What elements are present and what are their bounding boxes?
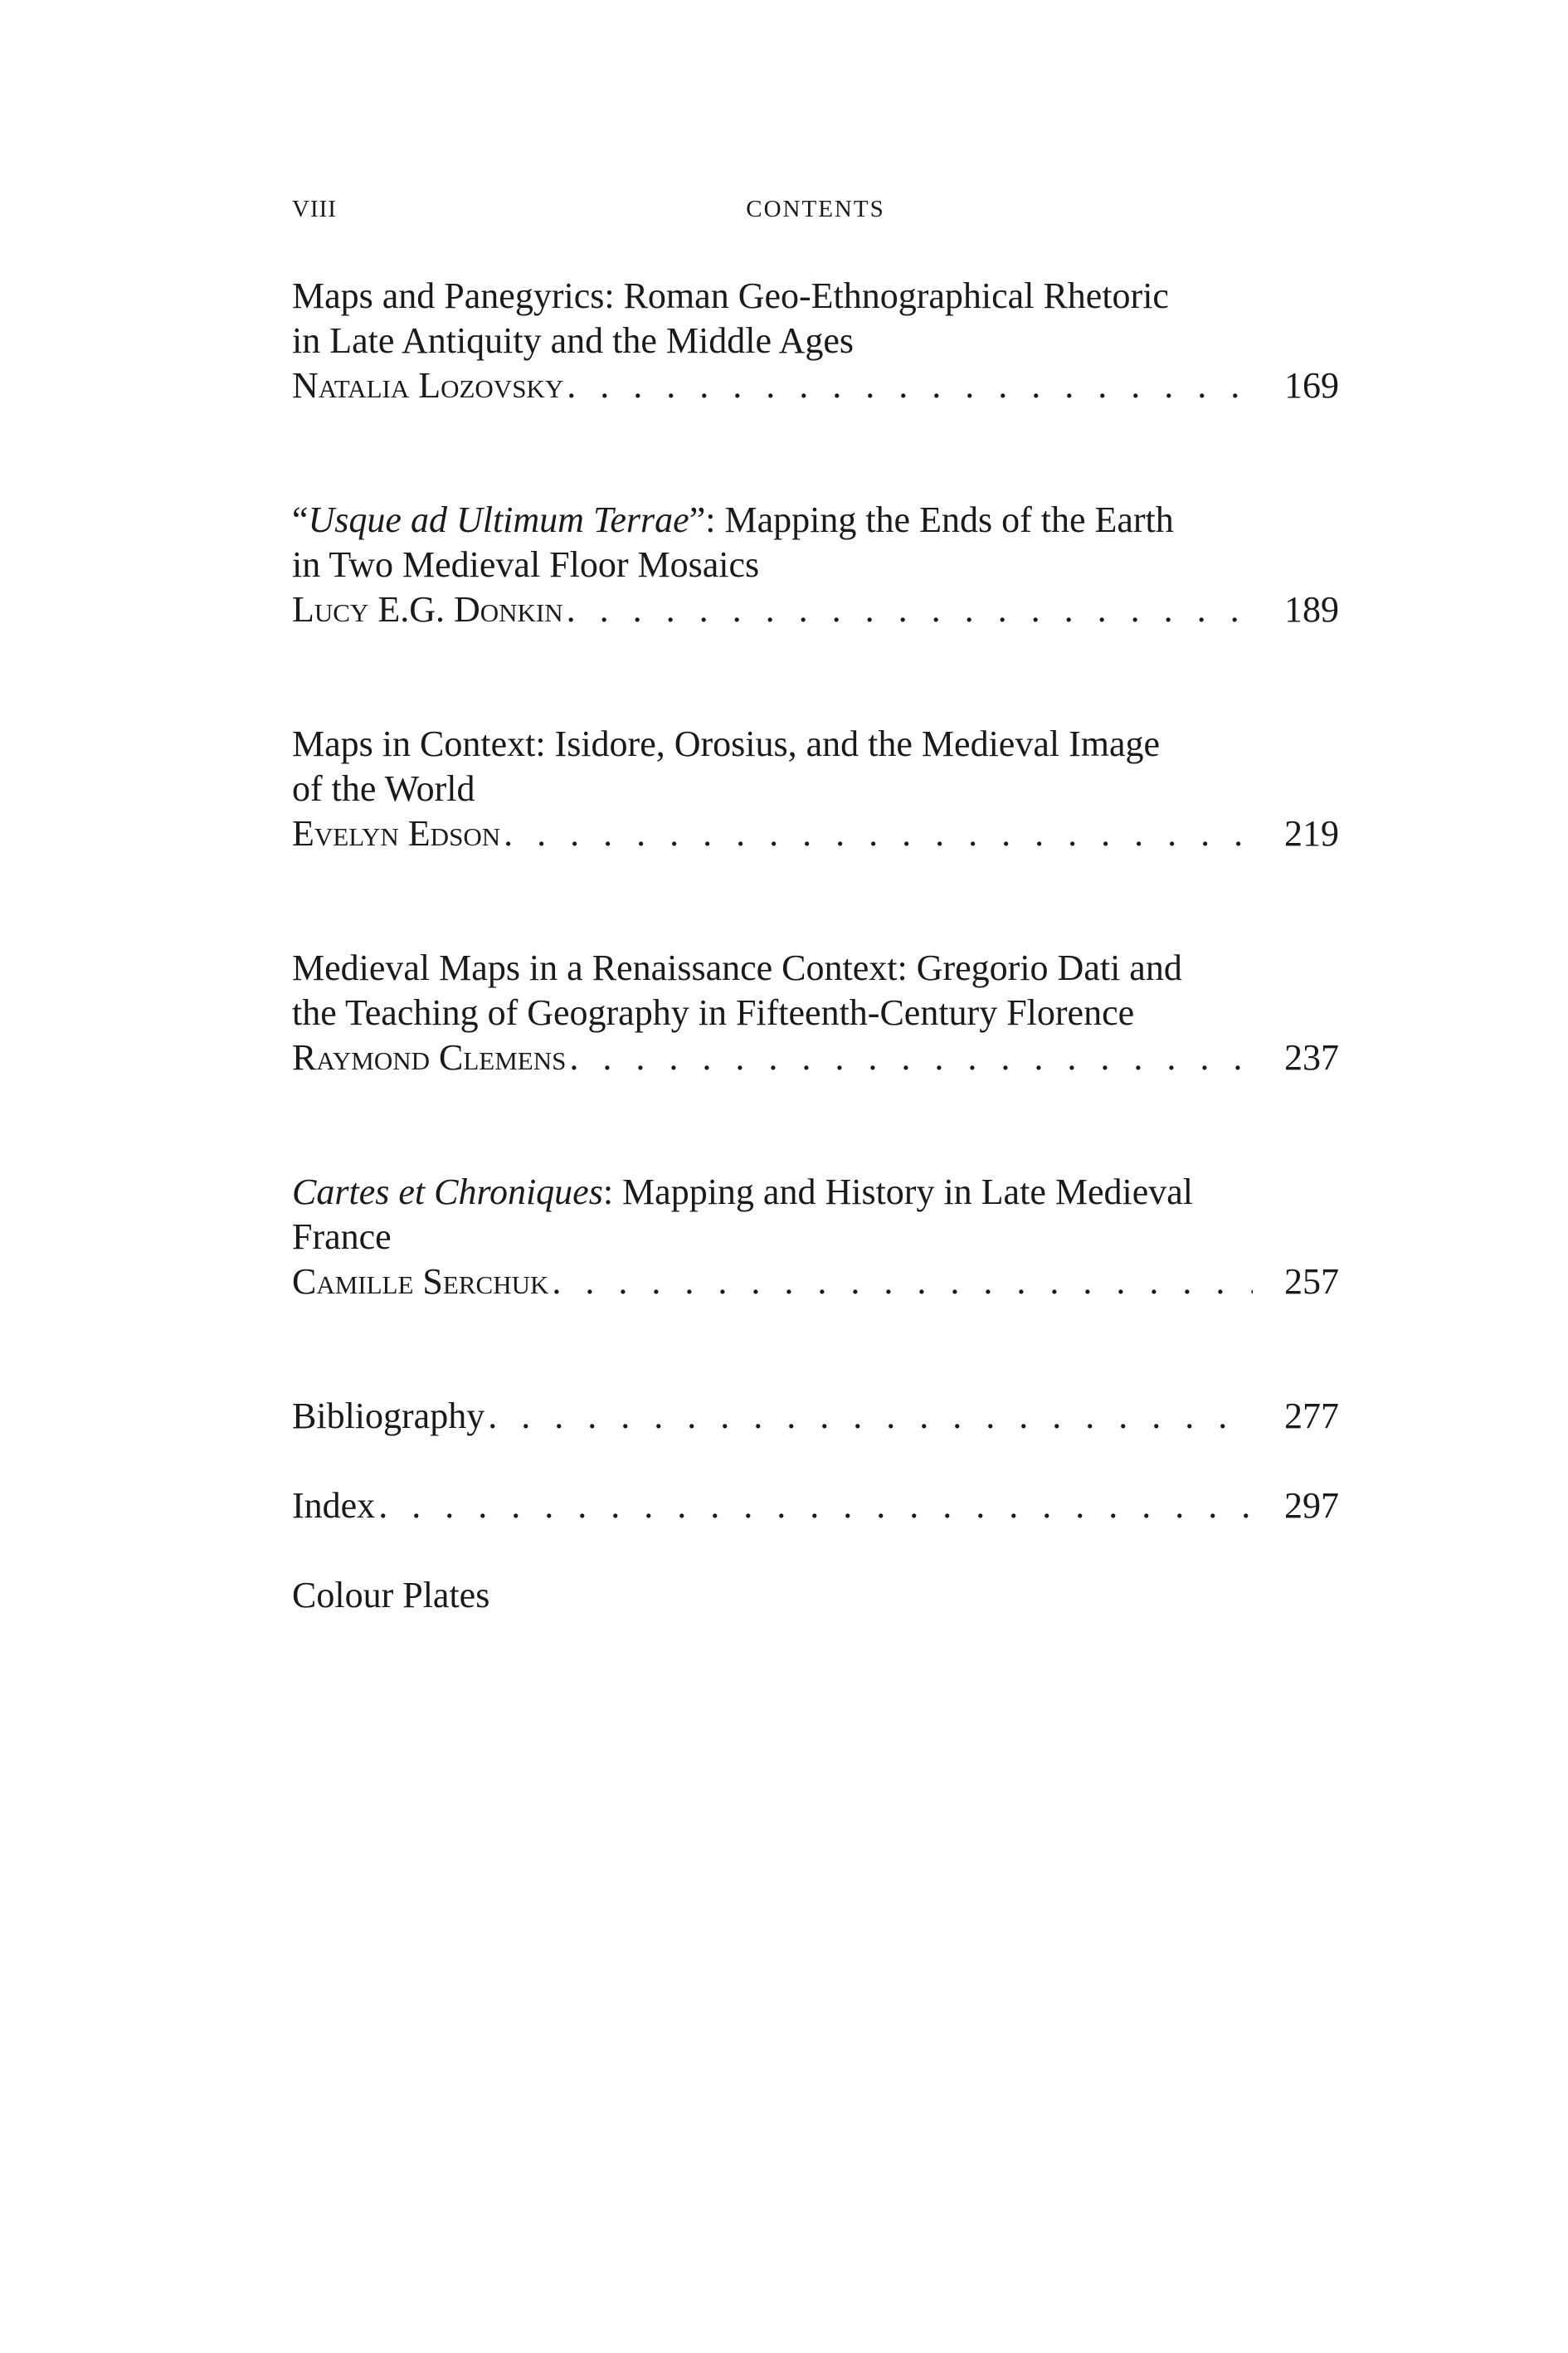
chapter-author: Lucy E.G. Donkin: [292, 589, 563, 630]
table-of-contents: [292, 274, 1339, 1663]
chapter-title-rest: : Mapping and History in Late Medieval: [602, 1172, 1194, 1212]
page-number: 189: [1284, 589, 1339, 630]
chapter-title-italic: Cartes et Chroniques: [292, 1172, 603, 1212]
page-number: 257: [1284, 1261, 1339, 1302]
chapter-title-italic: Usque ad Ultimum Terrae: [308, 499, 689, 540]
chapter-title-line: Maps in Context: Isidore, Orosius, and the Medieval Image: [292, 723, 1161, 764]
dot-leader: [569, 1035, 1253, 1080]
dot-leader: [488, 1394, 1253, 1439]
running-head-title: CONTENTS: [746, 196, 885, 222]
page-number: 169: [1284, 365, 1339, 406]
author-line: [292, 587, 1339, 632]
dot-leader: [378, 1483, 1253, 1528]
author-line: [292, 363, 1339, 408]
chapter-title-line: Medieval Maps in a Renaissance Context: Gregorio Dati and: [292, 948, 1182, 988]
running-head: [292, 196, 1339, 232]
chapter-title-line: France: [292, 1216, 392, 1257]
chapter-author: Camille Serchuk: [292, 1261, 549, 1302]
chapter-title-line: [292, 1170, 1339, 1215]
toc-entry-colour-plates: [292, 1573, 1339, 1618]
chapter-title-rest: ”: Mapping the Ends of the Earth: [689, 499, 1174, 540]
dot-leader: [552, 1259, 1253, 1304]
chapter-title-line: the Teaching of Geography in Fifteenth-Century Florence: [292, 992, 1135, 1033]
chapter-title-line: of the World: [292, 768, 475, 809]
bibliography-label: Bibliography: [292, 1396, 485, 1436]
index-line: [292, 1483, 1339, 1528]
toc-entry-clemens: [292, 946, 1339, 1080]
chapter-title-line: Maps and Panegyrics: Roman Geo-Ethnographical Rhetoric: [292, 275, 1169, 316]
open-quote: “: [292, 499, 309, 540]
author-line: [292, 1259, 1339, 1304]
dot-leader: [567, 363, 1253, 408]
page-number: 237: [1284, 1037, 1339, 1078]
toc-entry-bibliography: [292, 1394, 1339, 1439]
chapter-title-line: [292, 498, 1339, 543]
author-line: [292, 811, 1339, 856]
dot-leader: [567, 587, 1253, 632]
dot-leader: [504, 811, 1253, 856]
index-label: Index: [292, 1485, 376, 1526]
colour-plates-label: Colour Plates: [292, 1575, 490, 1615]
chapter-author: Raymond Clemens: [292, 1037, 567, 1078]
chapter-author: Natalia Lozovsky: [292, 365, 564, 406]
chapter-author: Evelyn Edson: [292, 813, 501, 854]
page-number: 297: [1284, 1485, 1339, 1526]
page-folio: VIII: [292, 196, 337, 222]
page-number: 277: [1284, 1396, 1339, 1436]
author-line: [292, 1035, 1339, 1080]
page-number: 219: [1284, 813, 1339, 854]
toc-entry-serchuk: [292, 1170, 1339, 1304]
toc-entry-edson: [292, 722, 1339, 856]
toc-entry-index: [292, 1483, 1339, 1528]
toc-entry-lozovsky: [292, 274, 1339, 408]
chapter-title-line: in Late Antiquity and the Middle Ages: [292, 320, 855, 361]
chapter-title-line: in Two Medieval Floor Mosaics: [292, 544, 760, 585]
toc-entry-donkin: [292, 498, 1339, 632]
bibliography-line: [292, 1394, 1339, 1439]
